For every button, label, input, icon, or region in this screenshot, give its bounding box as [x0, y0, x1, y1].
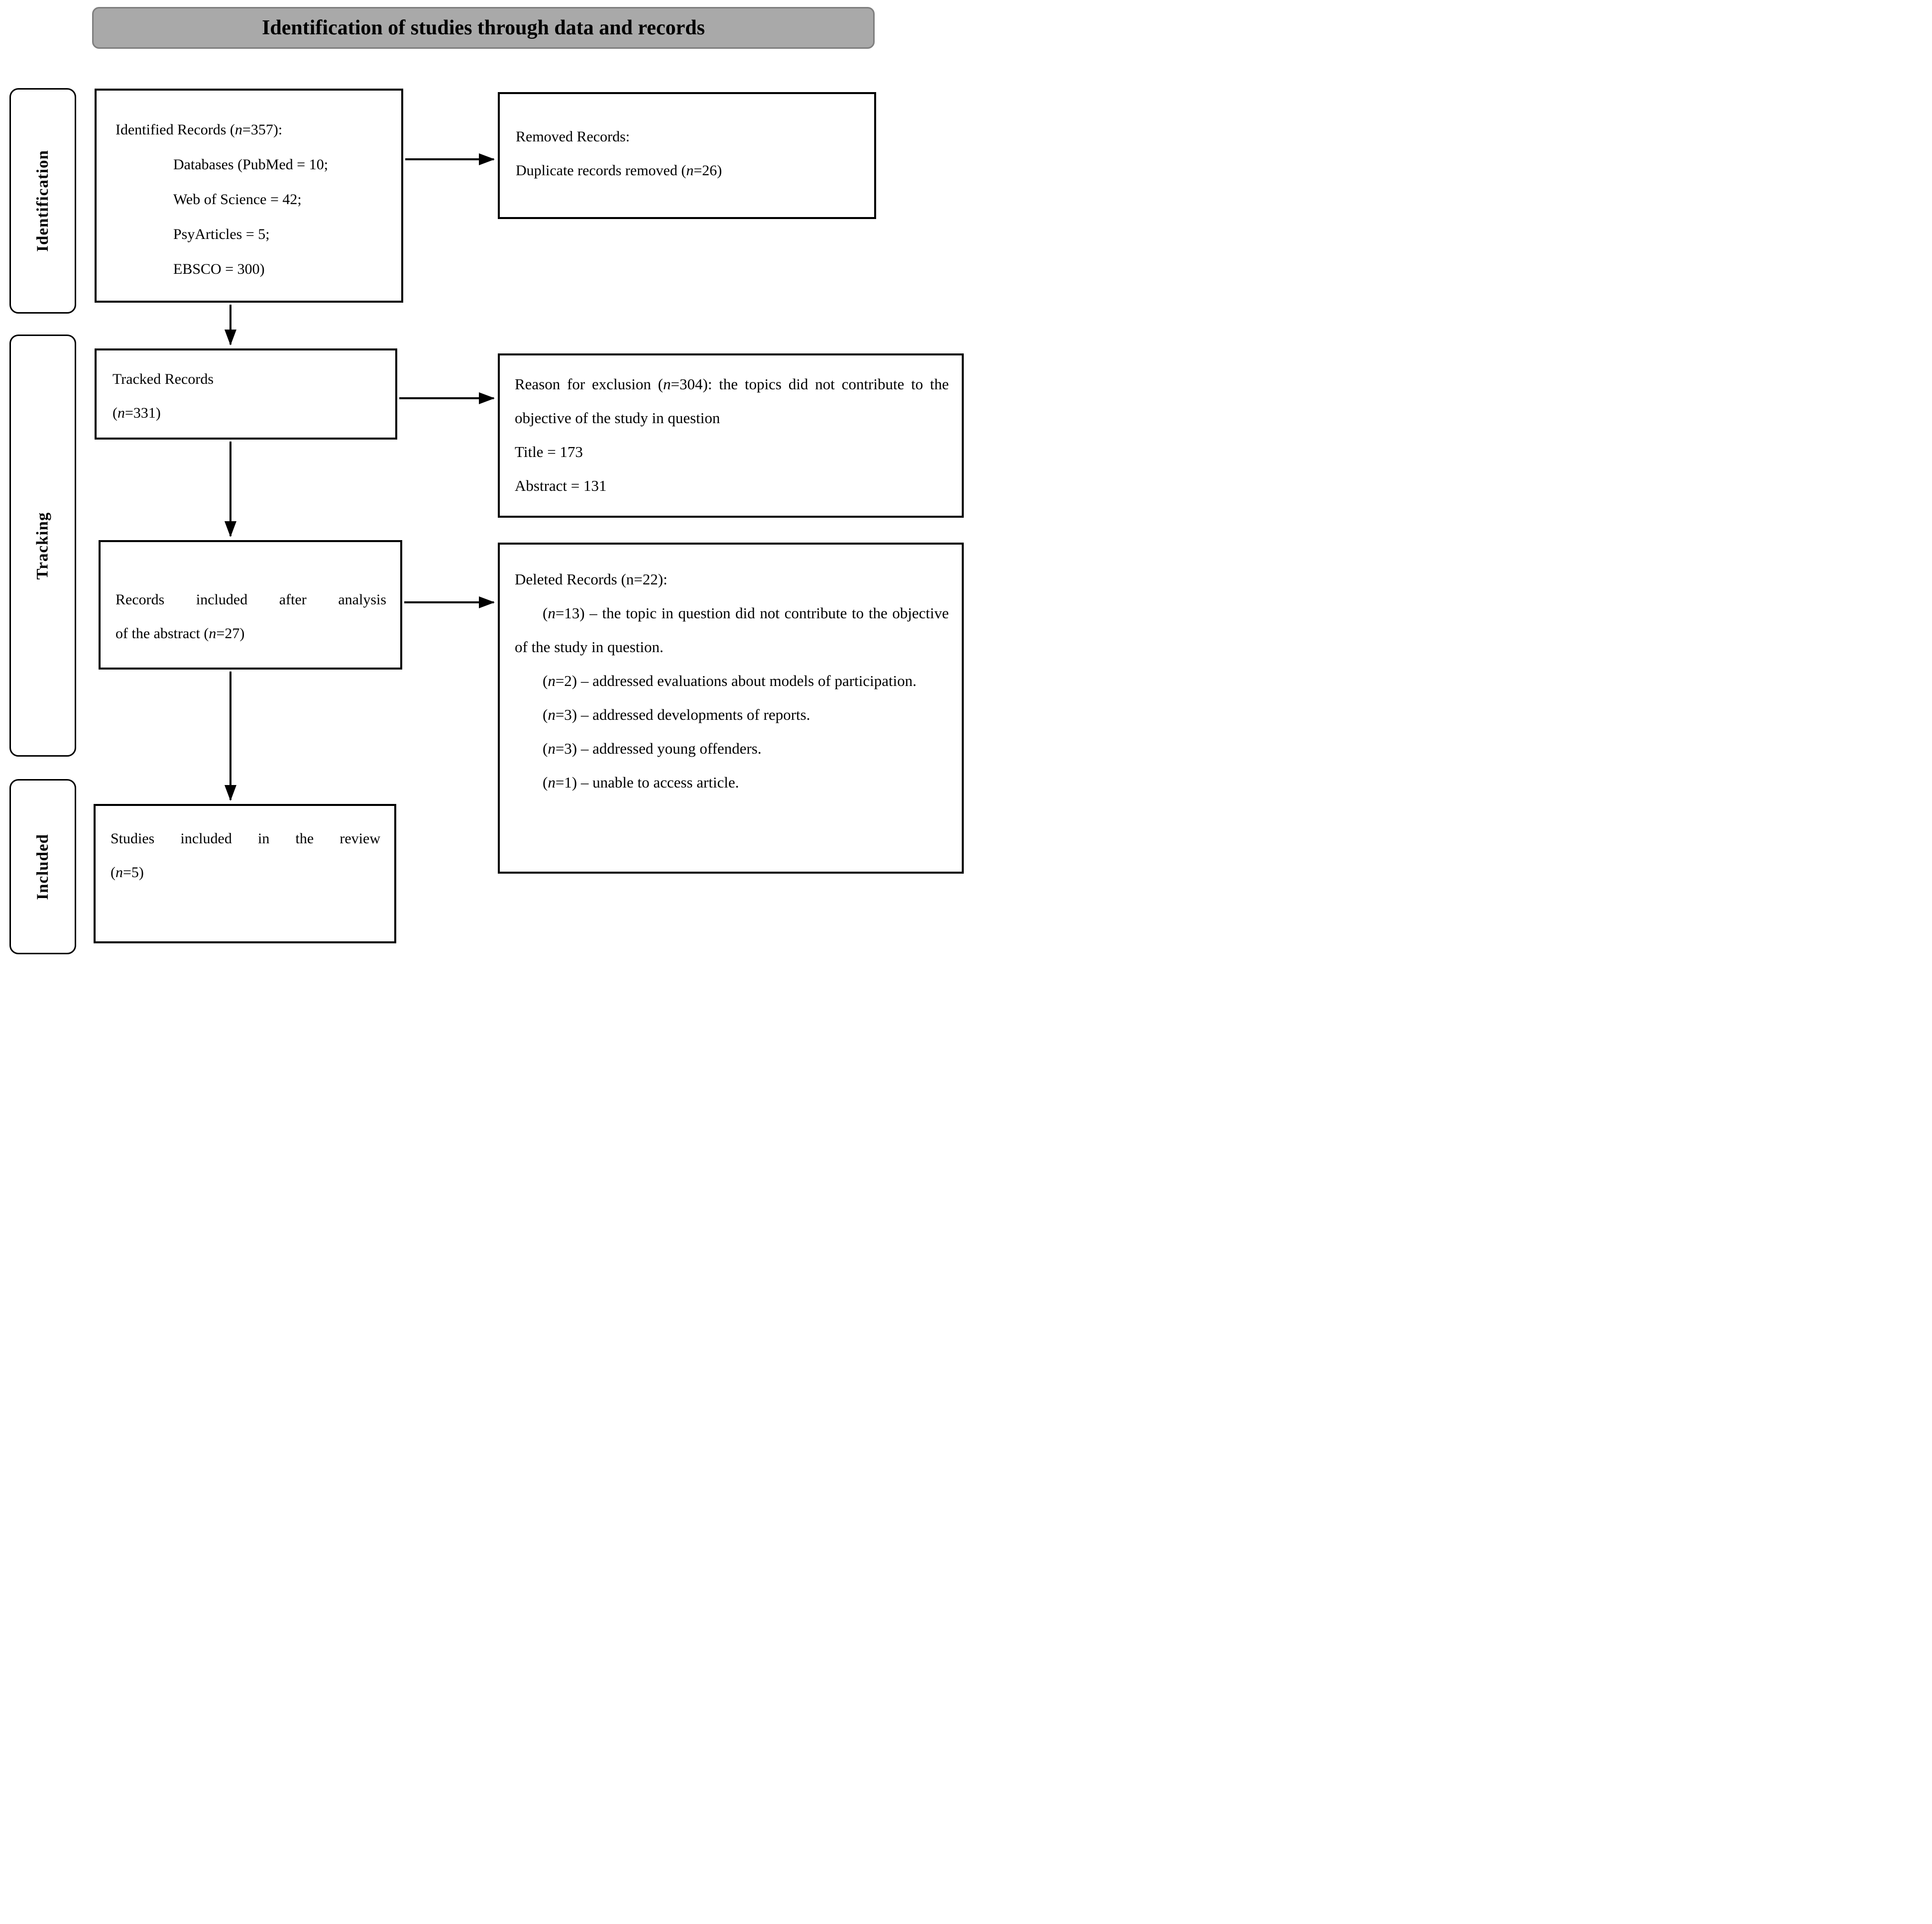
deleted-records-item-3: (n=3) – addressed developments of reports. — [543, 706, 810, 723]
prisma-flow-diagram — [0, 0, 966, 962]
stage-included — [9, 779, 76, 954]
abstract-analysis-line2: of the abstract (n=27) — [115, 625, 245, 642]
deleted-records-item-1: (n=13) – the topic in question did not contribute to the objective of the study in question. — [515, 604, 949, 656]
studies-included-line1: Studies included in the review — [111, 830, 380, 847]
studies-included-box — [94, 804, 396, 943]
stage-identification — [9, 88, 76, 314]
removed-records-detail: Duplicate records removed (n=26) — [516, 162, 722, 179]
exclusion-reason-box — [498, 353, 964, 518]
tracked-records-box — [95, 348, 397, 440]
exclusion-reason-paragraph: Reason for exclusion (n=304): the topics did not contribute to the objective of the study in question — [515, 375, 949, 427]
stage-identification-label: Identification — [33, 150, 52, 252]
deleted-records-box — [498, 543, 964, 874]
removed-records-heading: Removed Records: — [516, 128, 630, 145]
identified-records-heading: Identified Records (n=357): — [115, 121, 283, 138]
deleted-records-item-4: (n=3) – addressed young offenders. — [543, 740, 762, 757]
exclusion-title-count: Title = 173 — [515, 443, 583, 460]
exclusion-abstract-count: Abstract = 131 — [515, 477, 607, 494]
identified-records-database-psyarticles: PsyArticles = 5; — [173, 226, 270, 242]
deleted-records-item-2: (n=2) – addressed evaluations about models of participation. — [543, 672, 916, 689]
stage-tracking — [9, 335, 76, 757]
stage-tracking-label: Tracking — [33, 512, 52, 579]
identified-records-database-wos: Web of Science = 42; — [173, 191, 302, 208]
abstract-analysis-box — [99, 540, 402, 670]
tracked-records-count: (n=331) — [113, 405, 161, 421]
title-banner — [92, 7, 875, 49]
identified-records-database-ebsco: EBSCO = 300) — [173, 261, 265, 277]
deleted-records-heading: Deleted Records (n=22): — [515, 570, 668, 588]
abstract-analysis-line1: Records included after analysis — [115, 591, 386, 608]
tracked-records-line1: Tracked Records — [113, 371, 214, 387]
stage-included-label: Included — [33, 833, 52, 900]
identified-records-database-pubmed: Databases (PubMed = 10; — [173, 156, 329, 173]
diagram-title: Identification of studies through data and records — [262, 16, 705, 39]
removed-records-box — [498, 92, 876, 219]
identified-records-box — [95, 89, 403, 303]
deleted-records-item-5: (n=1) – unable to access article. — [543, 774, 739, 791]
studies-included-count: (n=5) — [111, 864, 144, 881]
